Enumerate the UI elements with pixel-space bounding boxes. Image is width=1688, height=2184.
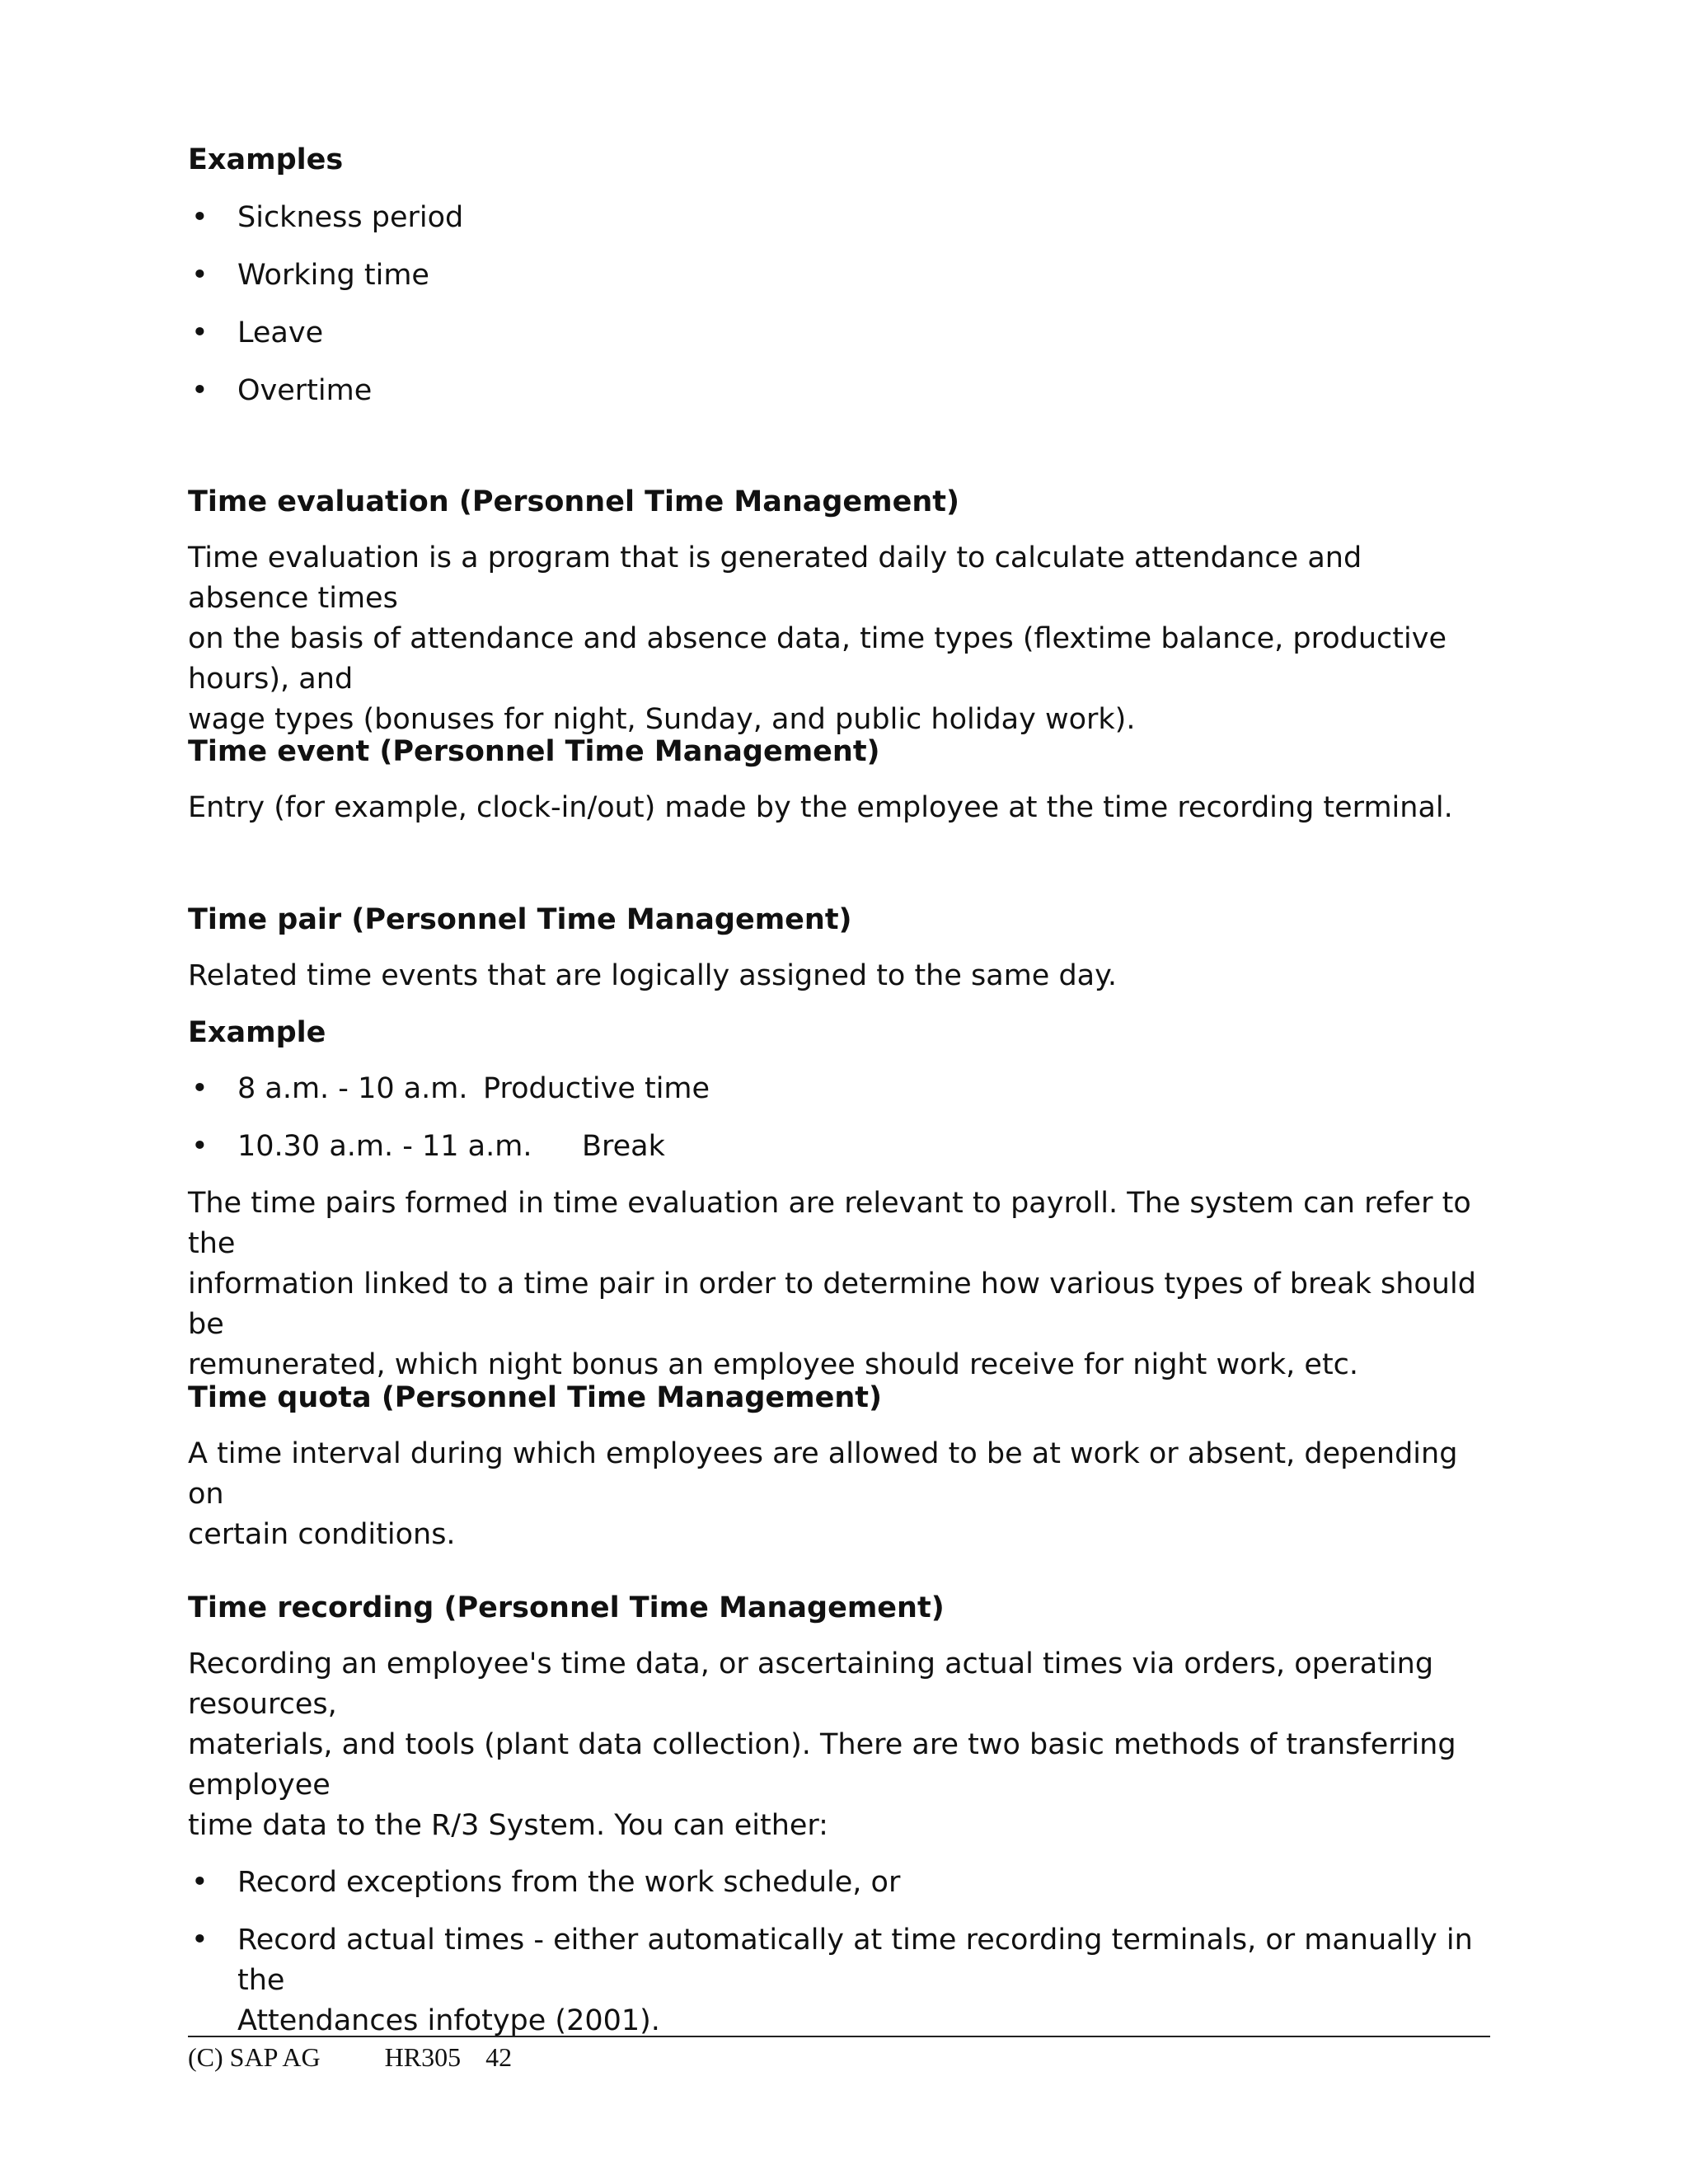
list-item <box>188 1069 1490 1109</box>
footer-copyright: (C) SAP AG <box>188 2042 321 2072</box>
time-type: Productive time <box>483 1072 710 1105</box>
list-item <box>188 1127 1490 1167</box>
list-item: • Overtime <box>188 371 1490 411</box>
time-type: Break <box>582 1130 665 1163</box>
bullet-icon: • <box>191 1072 209 1105</box>
time-recording-heading: Time recording (Personnel Time Management) <box>188 1591 945 1624</box>
paragraph-line: materials, and tools (plant data collection). There are two basic methods of transferring employee <box>188 1728 1456 1802</box>
time-pair-examples <box>188 1069 1490 1167</box>
time-quota-section <box>188 1378 1490 1555</box>
time-event-section <box>188 732 1490 828</box>
paragraph-line: on the basis of attendance and absence data, time types (flextime balance, productive hours), and <box>188 622 1447 696</box>
time-pair-text: Related time events that are logically assigned to the same day. <box>188 959 1117 992</box>
footer-course: HR305 <box>384 2042 462 2072</box>
list-item: • Record actual times - either automatically at time recording terminals, or manually in the Attendances infotype (2001). <box>188 1920 1490 2041</box>
paragraph-line: A time interval during which employees are allowed to be at work or absent, depending on <box>188 1437 1458 1511</box>
time-quota-heading: Time quota (Personnel Time Management) <box>188 1381 882 1414</box>
paragraph-line: remunerated, which night bonus an employee should receive for night work, etc. <box>188 1348 1359 1381</box>
examples-list <box>188 198 1490 411</box>
time-event-text: Entry (for example, clock-in/out) made by the employee at the time recording terminal. <box>188 791 1453 824</box>
bullet-icon: • <box>191 259 209 292</box>
time-recording-section <box>188 1588 1490 2041</box>
paragraph-line: information linked to a time pair in order to determine how various types of break should be <box>188 1268 1476 1341</box>
bullet-icon: • <box>191 1924 209 1957</box>
time-quota-body <box>188 1434 1490 1555</box>
bullet-icon: • <box>191 374 209 407</box>
paragraph-line: The time pairs formed in time evaluation are relevant to payroll. The system can refer to the <box>188 1187 1471 1260</box>
footer-page-number: 42 <box>485 2042 513 2072</box>
examples-section <box>188 140 1490 411</box>
paragraph-line: Recording an employee's time data, or ascertaining actual times via orders, operating resources, <box>188 1647 1434 1721</box>
time-evaluation-heading: Time evaluation (Personnel Time Management) <box>188 485 960 518</box>
bullet-icon: • <box>191 201 209 234</box>
paragraph-line: certain conditions. <box>188 1518 456 1551</box>
time-range: 10.30 a.m. - 11 a.m. <box>237 1130 532 1163</box>
paragraph-line: time data to the R/3 System. You can either: <box>188 1809 828 1842</box>
time-evaluation-section <box>188 482 1490 740</box>
list-item: • Sickness period <box>188 198 1490 238</box>
time-recording-body <box>188 1644 1490 1846</box>
time-pair-section <box>188 900 1490 1385</box>
time-pair-heading: Time pair (Personnel Time Management) <box>188 903 852 936</box>
time-event-heading: Time event (Personnel Time Management) <box>188 735 880 768</box>
time-pair-body <box>188 1183 1490 1385</box>
footer-divider <box>188 2036 1490 2037</box>
time-recording-list <box>188 1863 1490 2041</box>
list-item: • Leave <box>188 313 1490 354</box>
bullet-icon: • <box>191 1130 209 1163</box>
time-range: 8 a.m. - 10 a.m. <box>237 1072 468 1105</box>
paragraph-line: Time evaluation is a program that is generated daily to calculate attendance and absence times <box>188 541 1362 615</box>
time-evaluation-body <box>188 538 1490 740</box>
list-item: • Working time <box>188 255 1490 296</box>
paragraph-line: wage types (bonuses for night, Sunday, and public holiday work). <box>188 703 1136 736</box>
list-item: • Record exceptions from the work schedule, or <box>188 1863 1490 1903</box>
bullet-icon: • <box>191 316 209 349</box>
time-pair-example-heading: Example <box>188 1016 326 1049</box>
bullet-icon: • <box>191 1866 209 1899</box>
examples-heading: Examples <box>188 143 344 176</box>
page-footer <box>188 2042 512 2073</box>
